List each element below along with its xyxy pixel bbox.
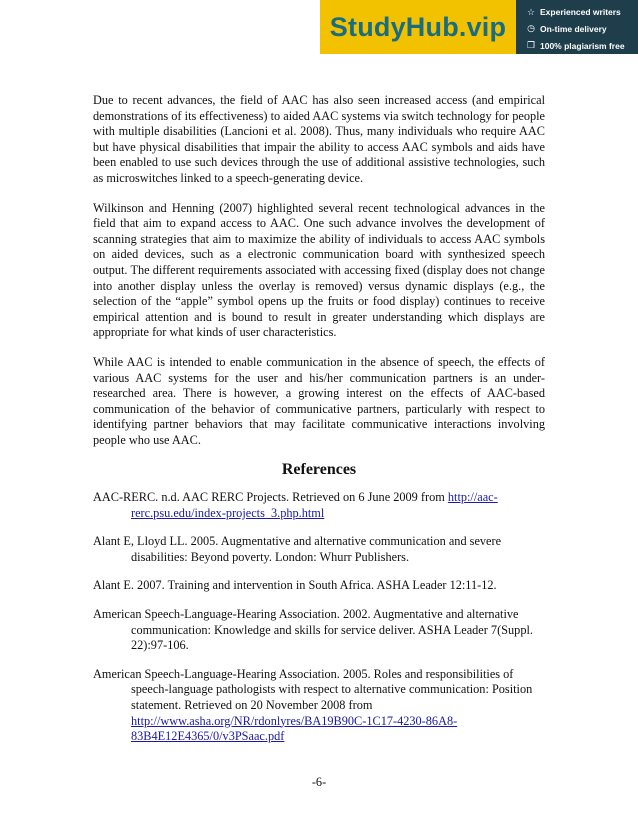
perk-label: Experienced writers (540, 7, 621, 18)
star-icon: ☆ (526, 6, 536, 17)
reference-item (93, 534, 545, 565)
reference-item (93, 667, 545, 745)
perk-label: 100% plagiarism free (540, 40, 625, 51)
reference-link[interactable]: http://www.asha.org/NR/rdonlyres/BA19B90C-1C17-4230-86A8-83B4E12E4365/0/v3PSaac.pdf (131, 713, 458, 744)
copy-icon: ❐ (526, 40, 536, 51)
reference-text: Alant E, Lloyd LL. 2005. Augmentative and alternative communication and severe disabilities: Beyond poverty. London: Whurr Publishers. (93, 534, 502, 564)
reference-text: American Speech-Language-Hearing Association. 2002. Augmentative and alternative communication: Knowledge and skills for service deliver. ASHA Leader 7(Suppl. 22):97-106. (93, 607, 533, 653)
brand-name: StudyHub.vip (329, 11, 507, 42)
reference-item (93, 490, 545, 521)
studyhub-banner[interactable] (320, 0, 638, 54)
reference-item (93, 607, 545, 654)
perk-on-time-delivery (526, 23, 638, 34)
paragraph-communication-partners: While AAC is intended to enable communication in the absence of speech, the effects of various AAC systems for the user and his/her communication partners is an under-researched area. There is however, a growing interest on the effects of AAC-based communication of the behavior of communicative partners, particularly with respect to identifying partner behaviors that may facilitate communicative interactions involving people who use AAC. (93, 354, 545, 447)
reference-text: AAC-RERC. n.d. AAC RERC Projects. Retrieved on 6 June 2009 from (93, 490, 448, 505)
perk-plagiarism-free (526, 40, 638, 51)
perk-experienced-writers (526, 7, 638, 18)
page-number: -6- (311, 775, 327, 789)
reference-text: American Speech-Language-Hearing Association. 2005. Roles and responsibilities of speech-language pathologists with respect to alternative communication: Position statement. Retrieved on 20 November 2008 from (93, 666, 533, 712)
perks-list (516, 0, 638, 54)
reference-item (93, 578, 545, 594)
reference-link[interactable]: http://aac-rerc.psu.edu/index-projects_3.php.html (131, 490, 498, 520)
paragraph-switch-technology: Due to recent advances, the field of AAC has also seen increased access (and empirical demonstrations of its effectiveness) to aided AAC systems via switch technology for people with multiple disabilities (Lancioni et al. 2008). Thus, many individuals who require AAC but have physical disabilities that impair the ability to access AAC symbols and aids have been enabled to use such devices through the use of additional assistive technologies, such as microswitches linked to a speech-generating device. (93, 93, 545, 185)
brand-logo[interactable] (320, 0, 516, 54)
document-body (93, 93, 545, 758)
paragraph-scanning-strategies: Wilkinson and Henning (2007) highlighted several recent technological advances in the field that aim to expand access to AAC. One such advance involves the development of scanning strategies that aim to maximize the ability of individuals to access AAC symbols on aided devices, such as a electronic communication board with synthesized speech output. The different requirements associated with accessing fixed (display does not change into another display unless the overlay is removed) versus dynamic displays (e.g., the selection of the “apple” symbol opens up the fruits or food display) continues to receive empirical attention and is bound to result in greater understanding which displays are appropriate for what kinds of user characteristics. (93, 200, 545, 340)
reference-text: Alant E. 2007. Training and intervention in South Africa. ASHA Leader 12:11-12. (93, 578, 497, 593)
clock-icon: ◷ (527, 23, 535, 34)
perk-label: On-time delivery (540, 23, 607, 34)
references-heading: References (281, 461, 357, 479)
